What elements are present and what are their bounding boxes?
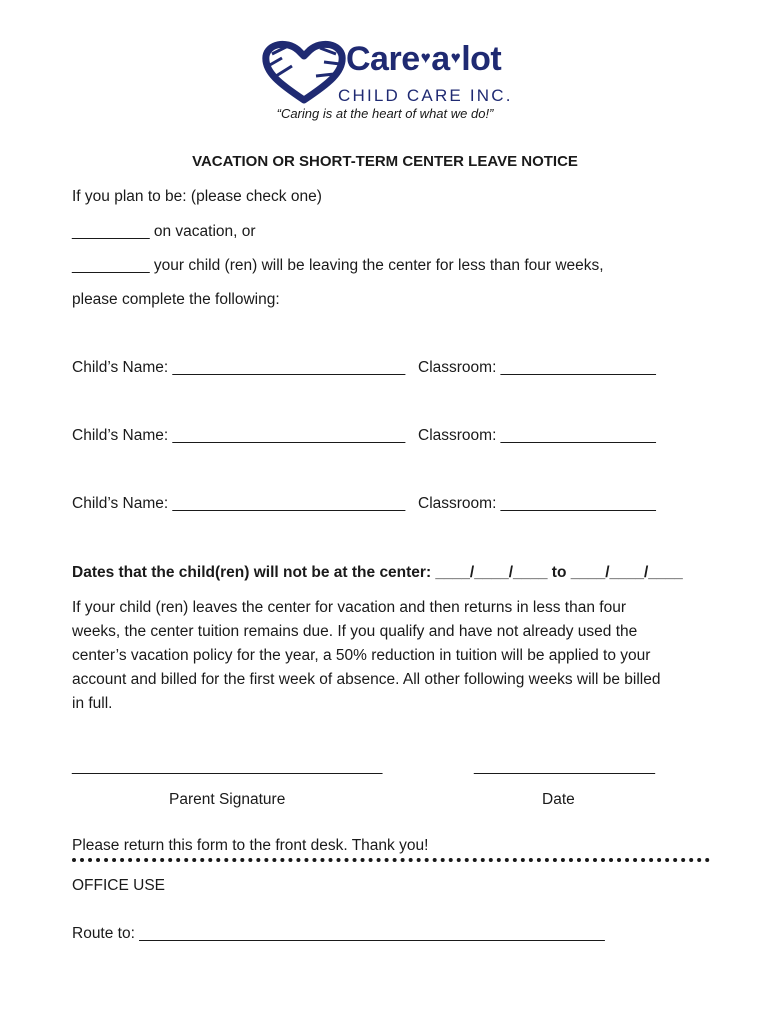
date-field[interactable]: _____________________ bbox=[474, 758, 656, 775]
intro-text: If you plan to be: (please check one) bbox=[72, 188, 322, 205]
child-name-field[interactable]: Child’s Name: ___________________________ bbox=[72, 495, 406, 512]
policy-line: account and billed for the first week of absence. All other following weeks will be billed bbox=[72, 671, 661, 688]
policy-line: weeks, the center tuition remains due. If you qualify and have not already used the bbox=[72, 623, 638, 640]
option-vacation[interactable]: _________ on vacation, or bbox=[72, 223, 256, 240]
form-title: VACATION OR SHORT-TERM CENTER LEAVE NOTICE bbox=[192, 153, 578, 170]
dotted-divider bbox=[72, 858, 710, 862]
signature-field[interactable]: ____________________________________ bbox=[72, 758, 383, 775]
tagline: “Caring is at the heart of what we do!” bbox=[276, 106, 494, 121]
brand-name bbox=[346, 40, 501, 79]
office-use-heading: OFFICE USE bbox=[72, 877, 166, 894]
policy-line: in full. bbox=[72, 695, 113, 712]
instruction-text: please complete the following: bbox=[72, 291, 280, 308]
brand-care: Care bbox=[346, 40, 420, 78]
brand-subtitle: CHILD CARE INC. bbox=[338, 86, 513, 105]
child-name-field[interactable]: Child’s Name: ___________________________ bbox=[72, 359, 406, 376]
policy-line: center’s vacation policy for the year, a 50% reduction in tuition will be applied to your bbox=[72, 647, 651, 664]
policy-line: If your child (ren) leaves the center for vacation and then returns in less than four bbox=[72, 599, 626, 616]
brand-a: a bbox=[431, 40, 450, 78]
brand-lot: lot bbox=[461, 40, 502, 78]
company-logo bbox=[262, 38, 522, 110]
date-label: Date bbox=[542, 791, 575, 808]
child-name-field[interactable]: Child’s Name: ___________________________ bbox=[72, 427, 406, 444]
absence-dates-field[interactable]: Dates that the child(ren) will not be at the center: ____/____/____ to ____/____/____ bbox=[72, 564, 683, 581]
return-note: Please return this form to the front desk. Thank you! bbox=[72, 837, 429, 854]
heart-icon: ♥ bbox=[420, 48, 431, 67]
classroom-field[interactable]: Classroom: __________________ bbox=[418, 427, 656, 444]
heart-icon: ♥ bbox=[450, 48, 461, 67]
route-to-field[interactable]: Route to: ______________________________________________________ bbox=[72, 925, 605, 942]
option-leaving[interactable]: _________ your child (ren) will be leaving the center for less than four weeks, bbox=[72, 257, 604, 274]
heart-logo-icon bbox=[262, 40, 346, 104]
signature-label: Parent Signature bbox=[169, 791, 286, 808]
classroom-field[interactable]: Classroom: __________________ bbox=[418, 359, 656, 376]
policy-paragraph bbox=[72, 596, 712, 716]
classroom-field[interactable]: Classroom: __________________ bbox=[418, 495, 656, 512]
